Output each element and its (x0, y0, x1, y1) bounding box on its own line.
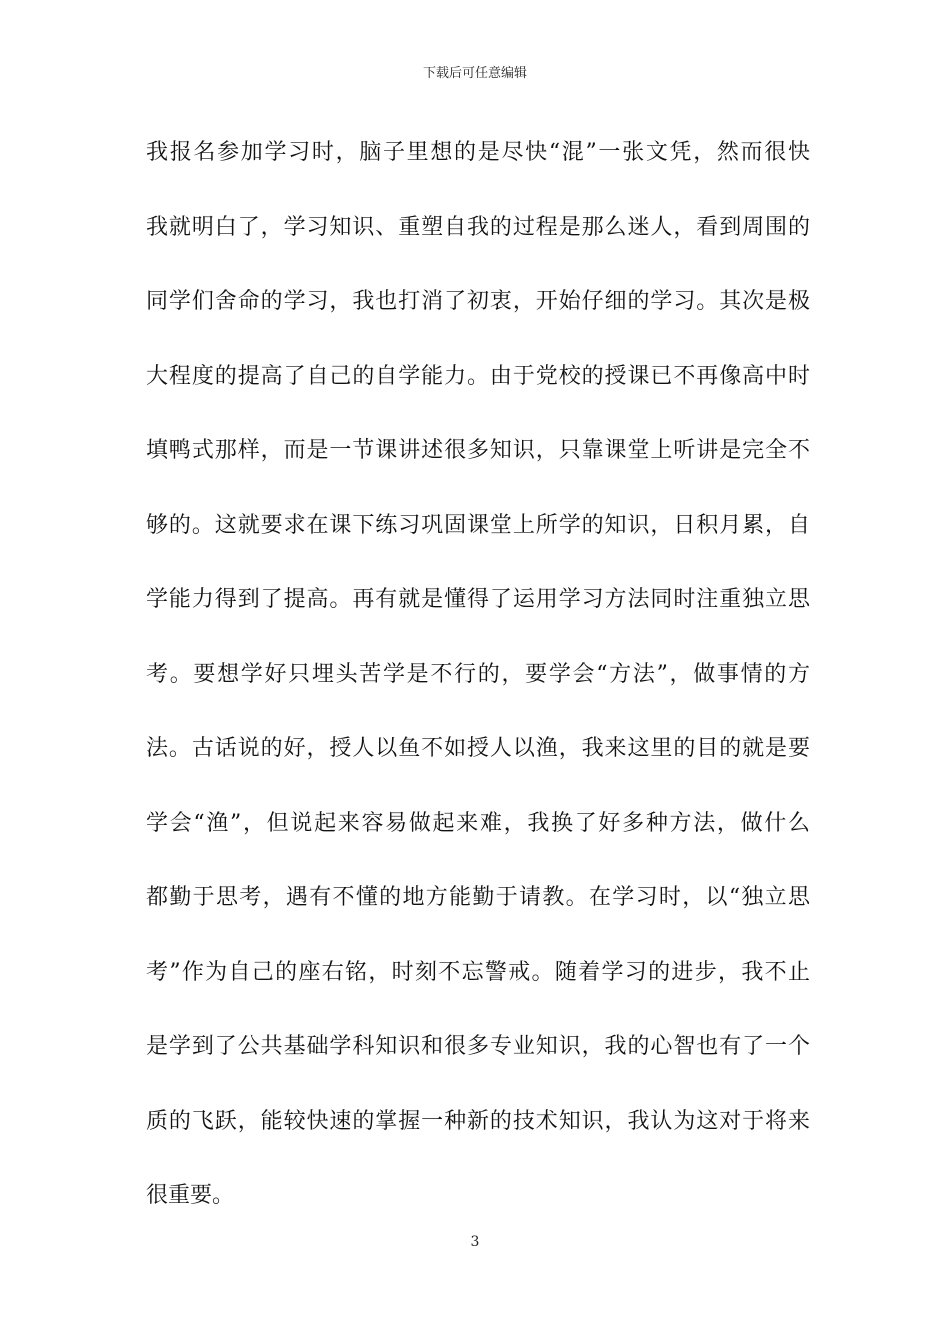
text-line: 够的。这就要求在课下练习巩固课堂上所学的知识，日积月累，自 (146, 512, 810, 538)
text-line: 质的飞跃，能较快速的掌握一种新的技术知识，我认为这对于将来 (146, 1108, 810, 1134)
text-line: 学会“渔”，但说起来容易做起来难，我换了好多种方法，做什么 (146, 810, 810, 836)
text-line: 考”作为自己的座右铭，时刻不忘警戒。随着学习的进步，我不止 (146, 959, 810, 985)
text-line: 学能力得到了提高。再有就是懂得了运用学习方法同时注重独立思 (146, 587, 810, 612)
text-line: 是学到了公共基础学科知识和很多专业知识，我的心智也有了一个 (146, 1034, 810, 1059)
text-line-last: 很重要。 (146, 1183, 235, 1208)
page-number: 3 (470, 1234, 480, 1250)
page-header: 下载后可任意编辑 (422, 66, 527, 81)
body-paragraph (146, 131, 810, 1249)
text-line: 填鸭式那样，而是一节课讲述很多知识，只靠课堂上听讲是完全不 (146, 438, 810, 463)
text-line: 大程度的提高了自己的自学能力。由于党校的授课已不再像高中时 (146, 363, 810, 389)
text-line: 我就明白了，学习知识、重塑自我的过程是那么迷人，看到周围的 (146, 214, 810, 240)
text-line: 我报名参加学习时，脑子里想的是尽快“混”一张文凭，然而很快 (146, 140, 810, 165)
text-line: 同学们舍命的学习，我也打消了初衷，开始仔细的学习。其次是极 (146, 289, 810, 314)
text-line: 考。要想学好只埋头苦学是不行的，要学会“方法”，做事情的方 (146, 661, 810, 687)
text-line: 法。古话说的好，授人以鱼不如授人以渔，我来这里的目的就是要 (146, 736, 810, 761)
text-line: 都勤于思考，遇有不懂的地方能勤于请教。在学习时，以“独立思 (146, 885, 810, 910)
